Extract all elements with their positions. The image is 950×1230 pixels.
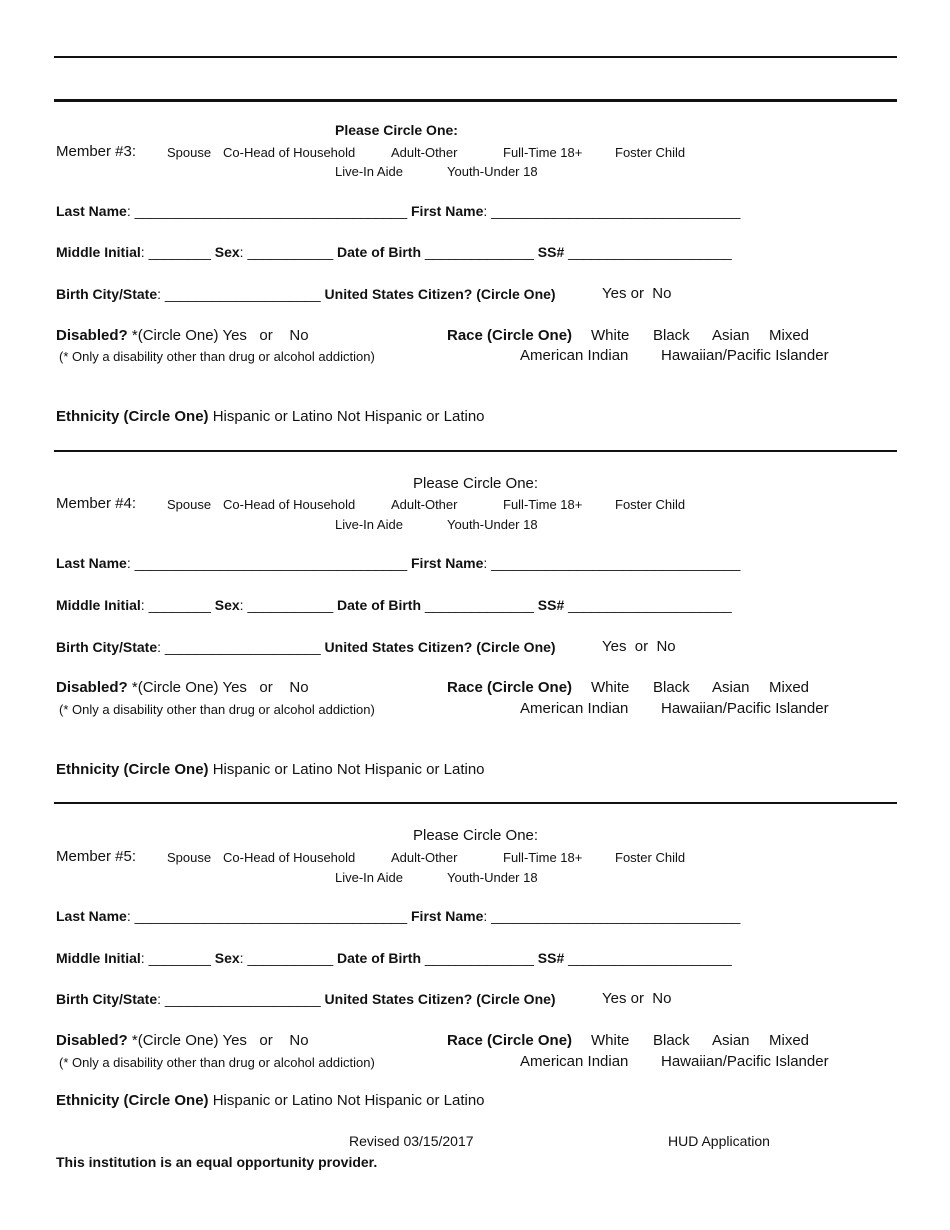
dob-label: Date of Birth (337, 597, 421, 613)
race-option[interactable]: Black (653, 679, 690, 696)
relationship-option[interactable]: Youth-Under 18 (447, 517, 538, 532)
sex-label: Sex (214, 244, 240, 260)
race-option[interactable]: White (591, 1032, 630, 1049)
ssn-field[interactable]: _____________________ (568, 244, 732, 260)
race-option[interactable]: Hawaiian/Pacific Islander (661, 700, 829, 717)
middle-initial-field[interactable]: ________ (148, 597, 211, 613)
ssn-label: SS# (537, 950, 565, 966)
disabled-options[interactable]: *(Circle One) Yes or No (131, 327, 309, 344)
relationship-option[interactable]: Full-Time 18+ (503, 850, 583, 865)
disabled-options[interactable]: *(Circle One) Yes or No (131, 679, 309, 696)
middle-initial-label: Middle Initial (56, 244, 141, 260)
ssn-label: SS# (537, 597, 565, 613)
ssn-field[interactable]: _____________________ (568, 597, 732, 613)
ethnicity-label: Ethnicity (Circle One) (56, 408, 209, 425)
disabled-row (56, 1032, 309, 1049)
name-row: Last Name: ___________________________________ First Name: ________________________________ (56, 555, 741, 571)
middle-initial-field[interactable]: ________ (148, 950, 211, 966)
relationship-option[interactable]: Full-Time 18+ (503, 497, 583, 512)
middle-initial-label: Middle Initial (56, 950, 141, 966)
birth-city-field[interactable]: ____________________ (164, 991, 321, 1007)
last-name-field[interactable]: ___________________________________ (134, 555, 408, 571)
section-divider (54, 802, 897, 804)
disabled-note: (* Only a disability other than drug or alcohol addiction) (59, 702, 375, 717)
race-option[interactable]: Black (653, 1032, 690, 1049)
member-label: Member #3: (56, 143, 137, 160)
middle-initial-label: Middle Initial (56, 597, 141, 613)
race-option[interactable]: Hawaiian/Pacific Islander (661, 1053, 829, 1070)
ethnicity-row (56, 1092, 485, 1109)
relationship-option[interactable]: Spouse (167, 850, 212, 865)
sex-label: Sex (214, 950, 240, 966)
equal-opportunity-statement: This institution is an equal opportunity provider. (56, 1154, 378, 1170)
disabled-label: Disabled? (56, 1032, 128, 1049)
relationship-option[interactable]: Spouse (167, 145, 212, 160)
race-label: Race (Circle One) (447, 679, 573, 696)
birth-row: Birth City/State: ____________________ United States Citizen? (Circle One) (56, 639, 556, 655)
relationship-option[interactable]: Co-Head of Household (223, 850, 356, 865)
details-row: Middle Initial: ________ Sex: ___________ Date of Birth ______________ SS# _____________________ (56, 597, 732, 613)
details-row: Middle Initial: ________ Sex: ___________ Date of Birth ______________ SS# _____________________ (56, 950, 732, 966)
last-name-field[interactable]: ___________________________________ (134, 203, 408, 219)
relationship-option[interactable]: Full-Time 18+ (503, 145, 583, 160)
race-option[interactable]: White (591, 327, 630, 344)
relationship-option[interactable]: Foster Child (615, 497, 686, 512)
race-label: Race (Circle One) (447, 1032, 573, 1049)
birth-city-field[interactable]: ____________________ (164, 639, 321, 655)
ssn-field[interactable]: _____________________ (568, 950, 732, 966)
first-name-field[interactable]: ________________________________ (491, 203, 741, 219)
relationship-option[interactable]: Live-In Aide (335, 870, 403, 885)
section-divider (54, 450, 897, 452)
revised-date: Revised 03/15/2017 (349, 1133, 474, 1149)
race-option[interactable]: White (591, 679, 630, 696)
ethnicity-row (56, 761, 485, 778)
first-name-field[interactable]: ________________________________ (491, 555, 741, 571)
relationship-option[interactable]: Live-In Aide (335, 517, 403, 532)
race-option[interactable]: Asian (712, 679, 750, 696)
disabled-note: (* Only a disability other than drug or alcohol addiction) (59, 349, 375, 364)
relationship-option[interactable]: Youth-Under 18 (447, 870, 538, 885)
ethnicity-options[interactable]: Hispanic or Latino Not Hispanic or Latino (212, 761, 485, 778)
relationship-option[interactable]: Adult-Other (391, 497, 458, 512)
race-option[interactable]: Mixed (769, 1032, 810, 1049)
citizen-options[interactable]: Yes or No (602, 285, 672, 302)
citizen-label: United States Citizen? (Circle One) (324, 991, 556, 1007)
ethnicity-options[interactable]: Hispanic or Latino Not Hispanic or Latino (212, 1092, 485, 1109)
sex-label: Sex (214, 597, 240, 613)
birth-row: Birth City/State: ____________________ United States Citizen? (Circle One) (56, 991, 556, 1007)
last-name-label: Last Name (56, 908, 127, 924)
citizen-options[interactable]: Yes or No (602, 638, 676, 655)
race-label: Race (Circle One) (447, 327, 573, 344)
disabled-label: Disabled? (56, 327, 128, 344)
member-label: Member #4: (56, 495, 137, 512)
first-name-label: First Name (411, 203, 484, 219)
race-option[interactable]: Mixed (769, 679, 810, 696)
ethnicity-row (56, 408, 485, 425)
dob-label: Date of Birth (337, 244, 421, 260)
ssn-label: SS# (537, 244, 565, 260)
disabled-row (56, 679, 309, 696)
birth-city-label: Birth City/State (56, 991, 158, 1007)
relationship-option[interactable]: Foster Child (615, 850, 686, 865)
name-row: Last Name: ___________________________________ First Name: ________________________________ (56, 203, 741, 219)
relationship-option[interactable]: Live-In Aide (335, 164, 403, 179)
circle-one-heading: Please Circle One: (413, 827, 539, 844)
sex-field[interactable]: ___________ (247, 950, 334, 966)
sex-field[interactable]: ___________ (247, 244, 334, 260)
relationship-option[interactable]: Spouse (167, 497, 212, 512)
citizen-options[interactable]: Yes or No (602, 990, 672, 1007)
circle-one-heading: Please Circle One: (413, 475, 539, 492)
last-name-label: Last Name (56, 555, 127, 571)
race-option[interactable]: Mixed (769, 327, 810, 344)
name-row: Last Name: ___________________________________ First Name: ________________________________ (56, 908, 741, 924)
race-option[interactable]: Asian (712, 1032, 750, 1049)
birth-city-label: Birth City/State (56, 286, 158, 302)
relationship-option[interactable]: Youth-Under 18 (447, 164, 538, 179)
race-option[interactable]: Hawaiian/Pacific Islander (661, 347, 829, 364)
form-name: HUD Application (668, 1133, 770, 1149)
relationship-option[interactable]: Adult-Other (391, 850, 458, 865)
details-row: Middle Initial: ________ Sex: ___________ Date of Birth ______________ SS# _____________________ (56, 244, 732, 260)
dob-field[interactable]: ______________ (424, 597, 534, 613)
last-name-field[interactable]: ___________________________________ (134, 908, 408, 924)
relationship-option[interactable]: Co-Head of Household (223, 145, 356, 160)
middle-initial-field[interactable]: ________ (148, 244, 211, 260)
dob-label: Date of Birth (337, 950, 421, 966)
dob-field[interactable]: ______________ (424, 950, 534, 966)
dob-field[interactable]: ______________ (424, 244, 534, 260)
race-option[interactable]: American Indian (520, 700, 629, 717)
race-option[interactable]: Asian (712, 327, 750, 344)
first-name-label: First Name (411, 555, 484, 571)
ethnicity-options[interactable]: Hispanic or Latino Not Hispanic or Latino (212, 408, 485, 425)
birth-city-field[interactable]: ____________________ (164, 286, 321, 302)
relationship-option[interactable]: Co-Head of Household (223, 497, 356, 512)
sex-field[interactable]: ___________ (247, 597, 334, 613)
citizen-label: United States Citizen? (Circle One) (324, 639, 556, 655)
birth-row: Birth City/State: ____________________ United States Citizen? (Circle One) (56, 286, 556, 302)
disabled-options[interactable]: *(Circle One) Yes or No (131, 1032, 309, 1049)
first-name-field[interactable]: ________________________________ (491, 908, 741, 924)
race-option[interactable]: Black (653, 327, 690, 344)
race-option[interactable]: American Indian (520, 347, 629, 364)
relationship-option[interactable]: Foster Child (615, 145, 686, 160)
birth-city-label: Birth City/State (56, 639, 158, 655)
ethnicity-label: Ethnicity (Circle One) (56, 761, 209, 778)
race-option[interactable]: American Indian (520, 1053, 629, 1070)
ethnicity-label: Ethnicity (Circle One) (56, 1092, 209, 1109)
last-name-label: Last Name (56, 203, 127, 219)
member-label: Member #5: (56, 848, 137, 865)
disabled-label: Disabled? (56, 679, 128, 696)
first-name-label: First Name (411, 908, 484, 924)
relationship-option[interactable]: Adult-Other (391, 145, 458, 160)
disabled-note: (* Only a disability other than drug or alcohol addiction) (59, 1055, 375, 1070)
citizen-label: United States Citizen? (Circle One) (324, 286, 556, 302)
circle-one-heading: Please Circle One: (335, 122, 458, 138)
